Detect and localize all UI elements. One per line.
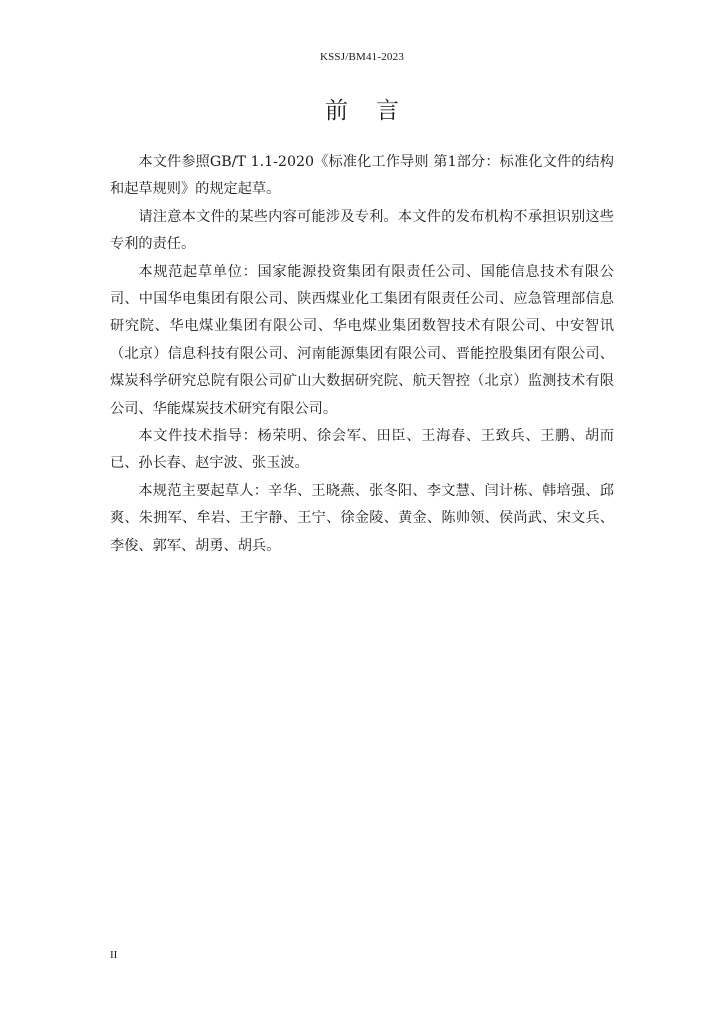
paragraph-patent-notice: 请注意本文件的某些内容可能涉及专利。本文件的发布机构不承担识别这些专利的责任。 <box>110 208 614 253</box>
page-title: 前言 <box>325 98 427 124</box>
page-number: II <box>110 949 118 961</box>
paragraph-drafting-units: 本规范起草单位：国家能源投资集团有限责任公司、国能信息技术有限公司、中国华电集团有限公司、陕西煤业化工集团有限责任公司、应急管理部信息研究院、华电煤业集团有限公司、华电煤业集团数智技术有限公司、中安智讯（北京）信息科技有限公司、河南能源集团有限公司、晋能控股集团有限公司、煤炭科学研究总院有限公司矿山大数据研究院、航天智控（北京）监测技术有限公司、华能煤炭技术研究有限公司。 <box>110 263 614 417</box>
paragraph-main-drafters: 本规范主要起草人：辛华、王晓燕、张冬阳、李文慧、闫计栋、韩培强、邱爽、朱拥军、牟岩、王宇静、王宁、徐金陵、黄金、陈帅领、侯尚武、宋文兵、李俊、郭军、胡勇、胡兵。 <box>110 482 614 554</box>
paragraph-drafting-basis: 本文件参照GB/T 1.1-2020《标准化工作导则 第1部分：标准化文件的结构和起草规则》的规定起草。 <box>110 154 614 198</box>
document-code: KSSJ/BM41-2023 <box>319 51 405 63</box>
paragraph-technical-guidance: 本文件技术指导：杨荣明、徐会军、田臣、王海春、王致兵、王鹏、胡而已、孙长春、赵宇波、张玉波。 <box>110 428 614 472</box>
body-text <box>110 149 614 560</box>
